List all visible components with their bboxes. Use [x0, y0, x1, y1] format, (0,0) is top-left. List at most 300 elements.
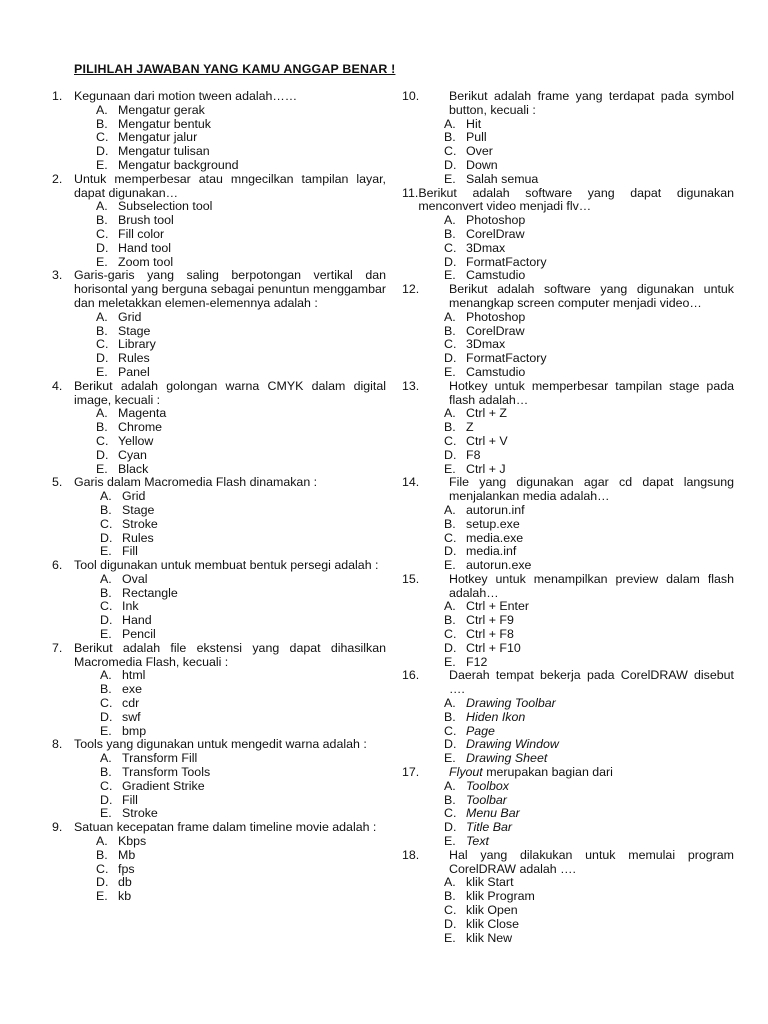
option-text: klik Program [466, 889, 535, 904]
answer-option [444, 890, 734, 904]
answer-option [444, 325, 734, 339]
option-letter: E. [100, 627, 112, 642]
question-stem [402, 380, 734, 408]
question-stem [402, 669, 734, 697]
option-letter: D. [100, 613, 113, 628]
answer-option [444, 269, 734, 283]
answer-option [444, 725, 734, 739]
question-stem [402, 766, 734, 780]
answer-option [100, 794, 386, 808]
answer-option [444, 932, 734, 946]
question-stem [52, 642, 386, 670]
answer-option [444, 780, 734, 794]
answer-option [444, 352, 734, 366]
option-text: klik New [466, 930, 513, 945]
option-letter: E. [96, 364, 108, 379]
question-stem [52, 821, 386, 835]
question-number: 16. [402, 668, 420, 683]
option-text: F12 [466, 654, 488, 669]
question-stem [52, 476, 386, 490]
option-letter: B. [96, 420, 108, 435]
option-text: Pull [466, 130, 487, 145]
option-letter: E. [444, 930, 456, 945]
option-letter: D. [444, 157, 457, 172]
option-letter: A. [444, 309, 456, 324]
question-number: 3. [52, 268, 63, 283]
option-text: media.exe [466, 530, 524, 545]
answer-option [96, 863, 386, 877]
option-letter: A. [96, 309, 108, 324]
option-letter: A. [444, 778, 456, 793]
option-text: Mengatur jalur [118, 130, 198, 145]
option-text: Gradient Strike [122, 778, 205, 793]
question-text: Kegunaan dari motion tween adalah…… [74, 89, 298, 103]
question-text: Hal yang dilakukan untuk memulai program CorelDRAW adalah …. [449, 847, 734, 876]
answer-option [100, 697, 386, 711]
option-letter: C. [444, 433, 457, 448]
question-number: 15. [402, 571, 420, 586]
option-letter: E. [444, 364, 456, 379]
option-letter: E. [444, 751, 456, 766]
question-9 [52, 821, 386, 904]
option-letter: A. [100, 571, 112, 586]
option-text: Rectangle [122, 585, 178, 600]
answer-option [96, 421, 386, 435]
question-number: 2. [52, 171, 63, 186]
option-text: Hiden Ikon [466, 709, 526, 724]
option-text: Menu Bar [466, 806, 520, 821]
answer-options [52, 311, 386, 380]
question-stem [52, 90, 386, 104]
answer-options [52, 573, 386, 642]
option-letter: C. [96, 226, 109, 241]
option-letter: C. [444, 627, 457, 642]
question-number: 17. [402, 765, 420, 780]
option-text: Chrome [118, 420, 163, 435]
answer-option [444, 435, 734, 449]
answer-option [96, 242, 386, 256]
option-text: Brush tool [118, 213, 174, 228]
option-text: FormatFactory [466, 254, 547, 269]
option-letter: D. [100, 792, 113, 807]
answer-option [100, 518, 386, 532]
answer-option [444, 876, 734, 890]
option-text: html [122, 668, 146, 683]
option-text: fps [118, 861, 135, 876]
option-letter: B. [444, 130, 456, 145]
answer-option [444, 559, 734, 573]
answer-options [402, 780, 734, 849]
question-16 [402, 669, 734, 766]
option-text: Library [118, 337, 156, 352]
answer-option [444, 504, 734, 518]
answer-option [444, 642, 734, 656]
option-letter: A. [96, 406, 108, 421]
answer-option [444, 228, 734, 242]
option-text: media.inf [466, 544, 517, 559]
answer-option [444, 242, 734, 256]
option-text: Ctrl + J [466, 461, 506, 476]
question-number: 12. [402, 282, 420, 297]
option-letter: C. [100, 778, 113, 793]
question-number: 14. [402, 475, 420, 490]
option-text: Panel [118, 364, 150, 379]
answer-option [444, 614, 734, 628]
option-letter: B. [444, 420, 456, 435]
answer-option [444, 256, 734, 270]
question-text: Hotkey untuk memperbesar tampilan stage pada flash adalah… [449, 378, 734, 407]
question-18 [402, 849, 734, 946]
answer-option [96, 366, 386, 380]
question-stem [402, 476, 734, 504]
option-text: klik Start [466, 875, 514, 890]
answer-options [52, 669, 386, 738]
answer-option [100, 669, 386, 683]
option-letter: E. [96, 889, 108, 904]
option-text: Photoshop [466, 213, 526, 228]
answer-option [444, 738, 734, 752]
answer-option [444, 532, 734, 546]
option-letter: E. [444, 461, 456, 476]
answer-options [52, 752, 386, 821]
answer-option [100, 725, 386, 739]
question-text: Tool digunakan untuk membuat bentuk persegi adalah : [74, 558, 379, 573]
question-number: 5. [52, 475, 63, 490]
option-text: cdr [122, 696, 140, 711]
answer-option [96, 407, 386, 421]
option-text: Grid [122, 489, 146, 504]
answer-option [100, 628, 386, 642]
option-text: Hand [122, 613, 152, 628]
option-letter: E. [96, 461, 108, 476]
option-letter: B. [100, 765, 112, 780]
option-text: Toolbar [466, 792, 507, 807]
option-text: Yellow [118, 433, 154, 448]
answer-options [52, 104, 386, 173]
option-text: Mengatur tulisan [118, 144, 210, 159]
answer-options [52, 835, 386, 904]
question-stem [402, 90, 734, 118]
question-15 [402, 573, 734, 670]
answer-option [444, 366, 734, 380]
option-text: Ink [122, 599, 139, 614]
option-text: Camstudio [466, 268, 526, 283]
answer-option [444, 918, 734, 932]
option-letter: A. [96, 102, 108, 117]
question-text-rest: merupakan bagian dari [482, 765, 613, 780]
answer-options [52, 407, 386, 476]
option-text: Z [466, 420, 474, 435]
answer-option [100, 532, 386, 546]
answer-option [444, 338, 734, 352]
answer-option [96, 214, 386, 228]
option-letter: A. [444, 599, 456, 614]
question-text: Untuk memperbesar atau mngecilkan tampilan layar, dapat digunakan… [74, 171, 386, 200]
question-14 [402, 476, 734, 573]
option-letter: B. [96, 323, 108, 338]
question-10 [402, 90, 734, 187]
option-text: Stage [122, 502, 155, 517]
answer-option [444, 407, 734, 421]
answer-option [96, 352, 386, 366]
option-text: CorelDraw [466, 226, 525, 241]
answer-option [444, 463, 734, 477]
option-letter: D. [444, 351, 457, 366]
option-text: swf [122, 709, 141, 724]
option-letter: B. [96, 847, 108, 862]
option-text: Fill color [118, 226, 165, 241]
option-text: Stroke [122, 806, 158, 821]
option-letter: C. [96, 337, 109, 352]
question-text: Garis-garis yang saling berpotongan vertikal dan horisontal yang berguna sebagai penuntun menggambar dan meletakkan elemen-elemennya adalah : [74, 268, 386, 310]
option-text: autorun.inf [466, 502, 525, 517]
option-text: CorelDraw [466, 323, 525, 338]
question-5 [52, 476, 386, 559]
question-stem [52, 269, 386, 310]
option-letter: C. [444, 144, 457, 159]
option-letter: D. [96, 240, 109, 255]
answer-option [100, 600, 386, 614]
answer-option [96, 325, 386, 339]
question-number: 1. [52, 89, 63, 103]
option-text: Zoom tool [118, 254, 174, 269]
answer-option [444, 835, 734, 849]
answer-option [100, 504, 386, 518]
question-12 [402, 283, 734, 380]
option-letter: A. [444, 213, 456, 228]
answer-option [444, 131, 734, 145]
answer-option [100, 545, 386, 559]
answer-options [402, 407, 734, 476]
option-text: Ctrl + Enter [466, 599, 530, 614]
answer-option [100, 614, 386, 628]
option-letter: B. [444, 889, 456, 904]
answer-option [96, 118, 386, 132]
answer-options [402, 311, 734, 380]
option-letter: C. [444, 530, 457, 545]
option-letter: A. [444, 406, 456, 421]
answer-option [444, 173, 734, 187]
option-letter: B. [444, 226, 456, 241]
option-text: Fill [122, 544, 138, 559]
question-text: Berikut adalah software yang dapat digunakan menconvert video menjadi flv… [418, 185, 734, 214]
option-text: Title Bar [466, 820, 513, 835]
option-text: Ctrl + Z [466, 406, 507, 421]
option-text: Ctrl + F10 [466, 640, 521, 655]
question-stem [402, 573, 734, 601]
answer-option [100, 807, 386, 821]
option-letter: D. [100, 530, 113, 545]
question-text: Berikut adalah frame yang terdapat pada symbol button, kecuali : [449, 89, 734, 117]
option-text: Fill [122, 792, 138, 807]
option-text: Rules [118, 351, 150, 366]
option-letter: B. [444, 516, 456, 531]
option-letter: E. [100, 544, 112, 559]
answer-option [444, 421, 734, 435]
answer-option [96, 228, 386, 242]
answer-option [444, 518, 734, 532]
answer-option [100, 711, 386, 725]
answer-options [402, 876, 734, 945]
option-text: Pencil [122, 627, 156, 642]
option-text: exe [122, 682, 142, 697]
answer-options [402, 697, 734, 766]
option-letter: A. [444, 696, 456, 711]
answer-option [444, 807, 734, 821]
option-letter: C. [96, 130, 109, 145]
question-text: Satuan kecepatan frame dalam timeline movie adalah : [74, 820, 377, 835]
option-letter: E. [96, 157, 108, 172]
option-text: Magenta [118, 406, 167, 421]
question-text: Tools yang digunakan untuk mengedit warna adalah : [74, 737, 367, 752]
option-text: Mengatur gerak [118, 102, 205, 117]
option-letter: D. [444, 737, 457, 752]
option-letter: C. [100, 516, 113, 531]
question-text [449, 766, 734, 780]
option-text: Toolbox [466, 778, 509, 793]
answer-option [444, 449, 734, 463]
option-text: Photoshop [466, 309, 526, 324]
question-stem [402, 849, 734, 877]
option-text: klik Close [466, 916, 520, 931]
answer-options [402, 504, 734, 573]
option-letter: A. [100, 668, 112, 683]
option-letter: D. [96, 875, 109, 890]
option-text: Transform Tools [122, 765, 211, 780]
option-letter: B. [444, 613, 456, 628]
option-text: db [118, 875, 132, 890]
option-letter: E. [444, 834, 456, 849]
question-text: Berikut adalah golongan warna CMYK dalam digital image, kecuali : [74, 378, 386, 407]
option-letter: A. [96, 199, 108, 214]
answer-option [444, 311, 734, 325]
option-text: Down [466, 157, 498, 172]
left-column [52, 90, 386, 904]
right-column [402, 90, 734, 945]
option-letter: C. [444, 723, 457, 738]
option-text: Cyan [118, 447, 147, 462]
question-text: Garis dalam Macromedia Flash dinamakan : [74, 475, 318, 490]
option-letter: B. [444, 709, 456, 724]
question-stem [52, 173, 386, 201]
option-letter: C. [444, 903, 457, 918]
option-text: Transform Fill [122, 751, 198, 766]
option-text: Ctrl + F9 [466, 613, 514, 628]
question-term: Flyout [449, 765, 483, 780]
answer-option [100, 573, 386, 587]
question-number: 7. [52, 640, 63, 655]
option-letter: C. [100, 599, 113, 614]
answer-option [444, 214, 734, 228]
option-letter: C. [96, 433, 109, 448]
option-text: Camstudio [466, 364, 526, 379]
answer-option [444, 711, 734, 725]
option-text: F8 [466, 447, 481, 462]
option-text: Stroke [122, 516, 158, 531]
option-letter: B. [96, 213, 108, 228]
question-number: 11. [402, 185, 419, 200]
option-text: Drawing Window [466, 737, 559, 752]
question-number: 18. [402, 847, 420, 862]
option-letter: C. [100, 696, 113, 711]
answer-option [444, 821, 734, 835]
answer-option [100, 587, 386, 601]
option-text: Subselection tool [118, 199, 213, 214]
option-text: Hand tool [118, 240, 172, 255]
option-text: Rules [122, 530, 154, 545]
option-letter: D. [444, 544, 457, 559]
option-text: bmp [122, 723, 147, 738]
option-text: kb [118, 889, 132, 904]
question-11 [402, 187, 734, 284]
answer-option [444, 628, 734, 642]
option-letter: E. [444, 654, 456, 669]
option-letter: A. [96, 834, 108, 849]
option-letter: E. [444, 268, 456, 283]
question-13 [402, 380, 734, 477]
option-letter: B. [96, 116, 108, 131]
option-letter: E. [96, 254, 108, 269]
option-letter: D. [444, 254, 457, 269]
option-text: Mb [118, 847, 136, 862]
question-1 [52, 90, 386, 173]
option-text: autorun.exe [466, 558, 532, 573]
answer-option [100, 766, 386, 780]
option-letter: E. [444, 558, 456, 573]
answer-option [96, 849, 386, 863]
answer-option [444, 545, 734, 559]
answer-option [96, 311, 386, 325]
question-2 [52, 173, 386, 270]
option-letter: D. [96, 351, 109, 366]
option-letter: A. [100, 489, 112, 504]
question-stem [402, 283, 734, 311]
option-letter: D. [100, 709, 113, 724]
option-letter: A. [444, 875, 456, 890]
option-text: Drawing Sheet [466, 751, 548, 766]
question-text: Hotkey untuk menampilkan preview dalam flash adalah… [449, 571, 734, 600]
question-6 [52, 559, 386, 642]
option-letter: D. [444, 820, 457, 835]
option-text: setup.exe [466, 516, 520, 531]
question-text: Berikut adalah file ekstensi yang dapat dihasilkan Macromedia Flash, kecuali : [74, 640, 386, 669]
option-letter: C. [444, 806, 457, 821]
answer-options [402, 118, 734, 187]
option-letter: E. [444, 171, 456, 186]
answer-option [96, 131, 386, 145]
answer-option [100, 683, 386, 697]
option-text: klik Open [466, 903, 518, 918]
option-letter: C. [96, 861, 109, 876]
answer-option [444, 145, 734, 159]
question-text: Daerah tempat bekerja pada CorelDRAW disebut …. [449, 668, 734, 697]
answer-option [96, 338, 386, 352]
answer-options [52, 490, 386, 559]
option-text: Mengatur bentuk [118, 116, 211, 131]
answer-option [444, 904, 734, 918]
option-text: Black [118, 461, 149, 476]
answer-option [444, 656, 734, 670]
option-text: Salah semua [466, 171, 539, 186]
answer-option [96, 256, 386, 270]
option-letter: D. [444, 640, 457, 655]
answer-option [100, 752, 386, 766]
option-letter: B. [444, 323, 456, 338]
question-3 [52, 269, 386, 379]
question-text: File yang digunakan agar cd dapat langsung menjalankan media adalah… [449, 475, 734, 504]
answer-option [96, 890, 386, 904]
option-text: FormatFactory [466, 351, 547, 366]
